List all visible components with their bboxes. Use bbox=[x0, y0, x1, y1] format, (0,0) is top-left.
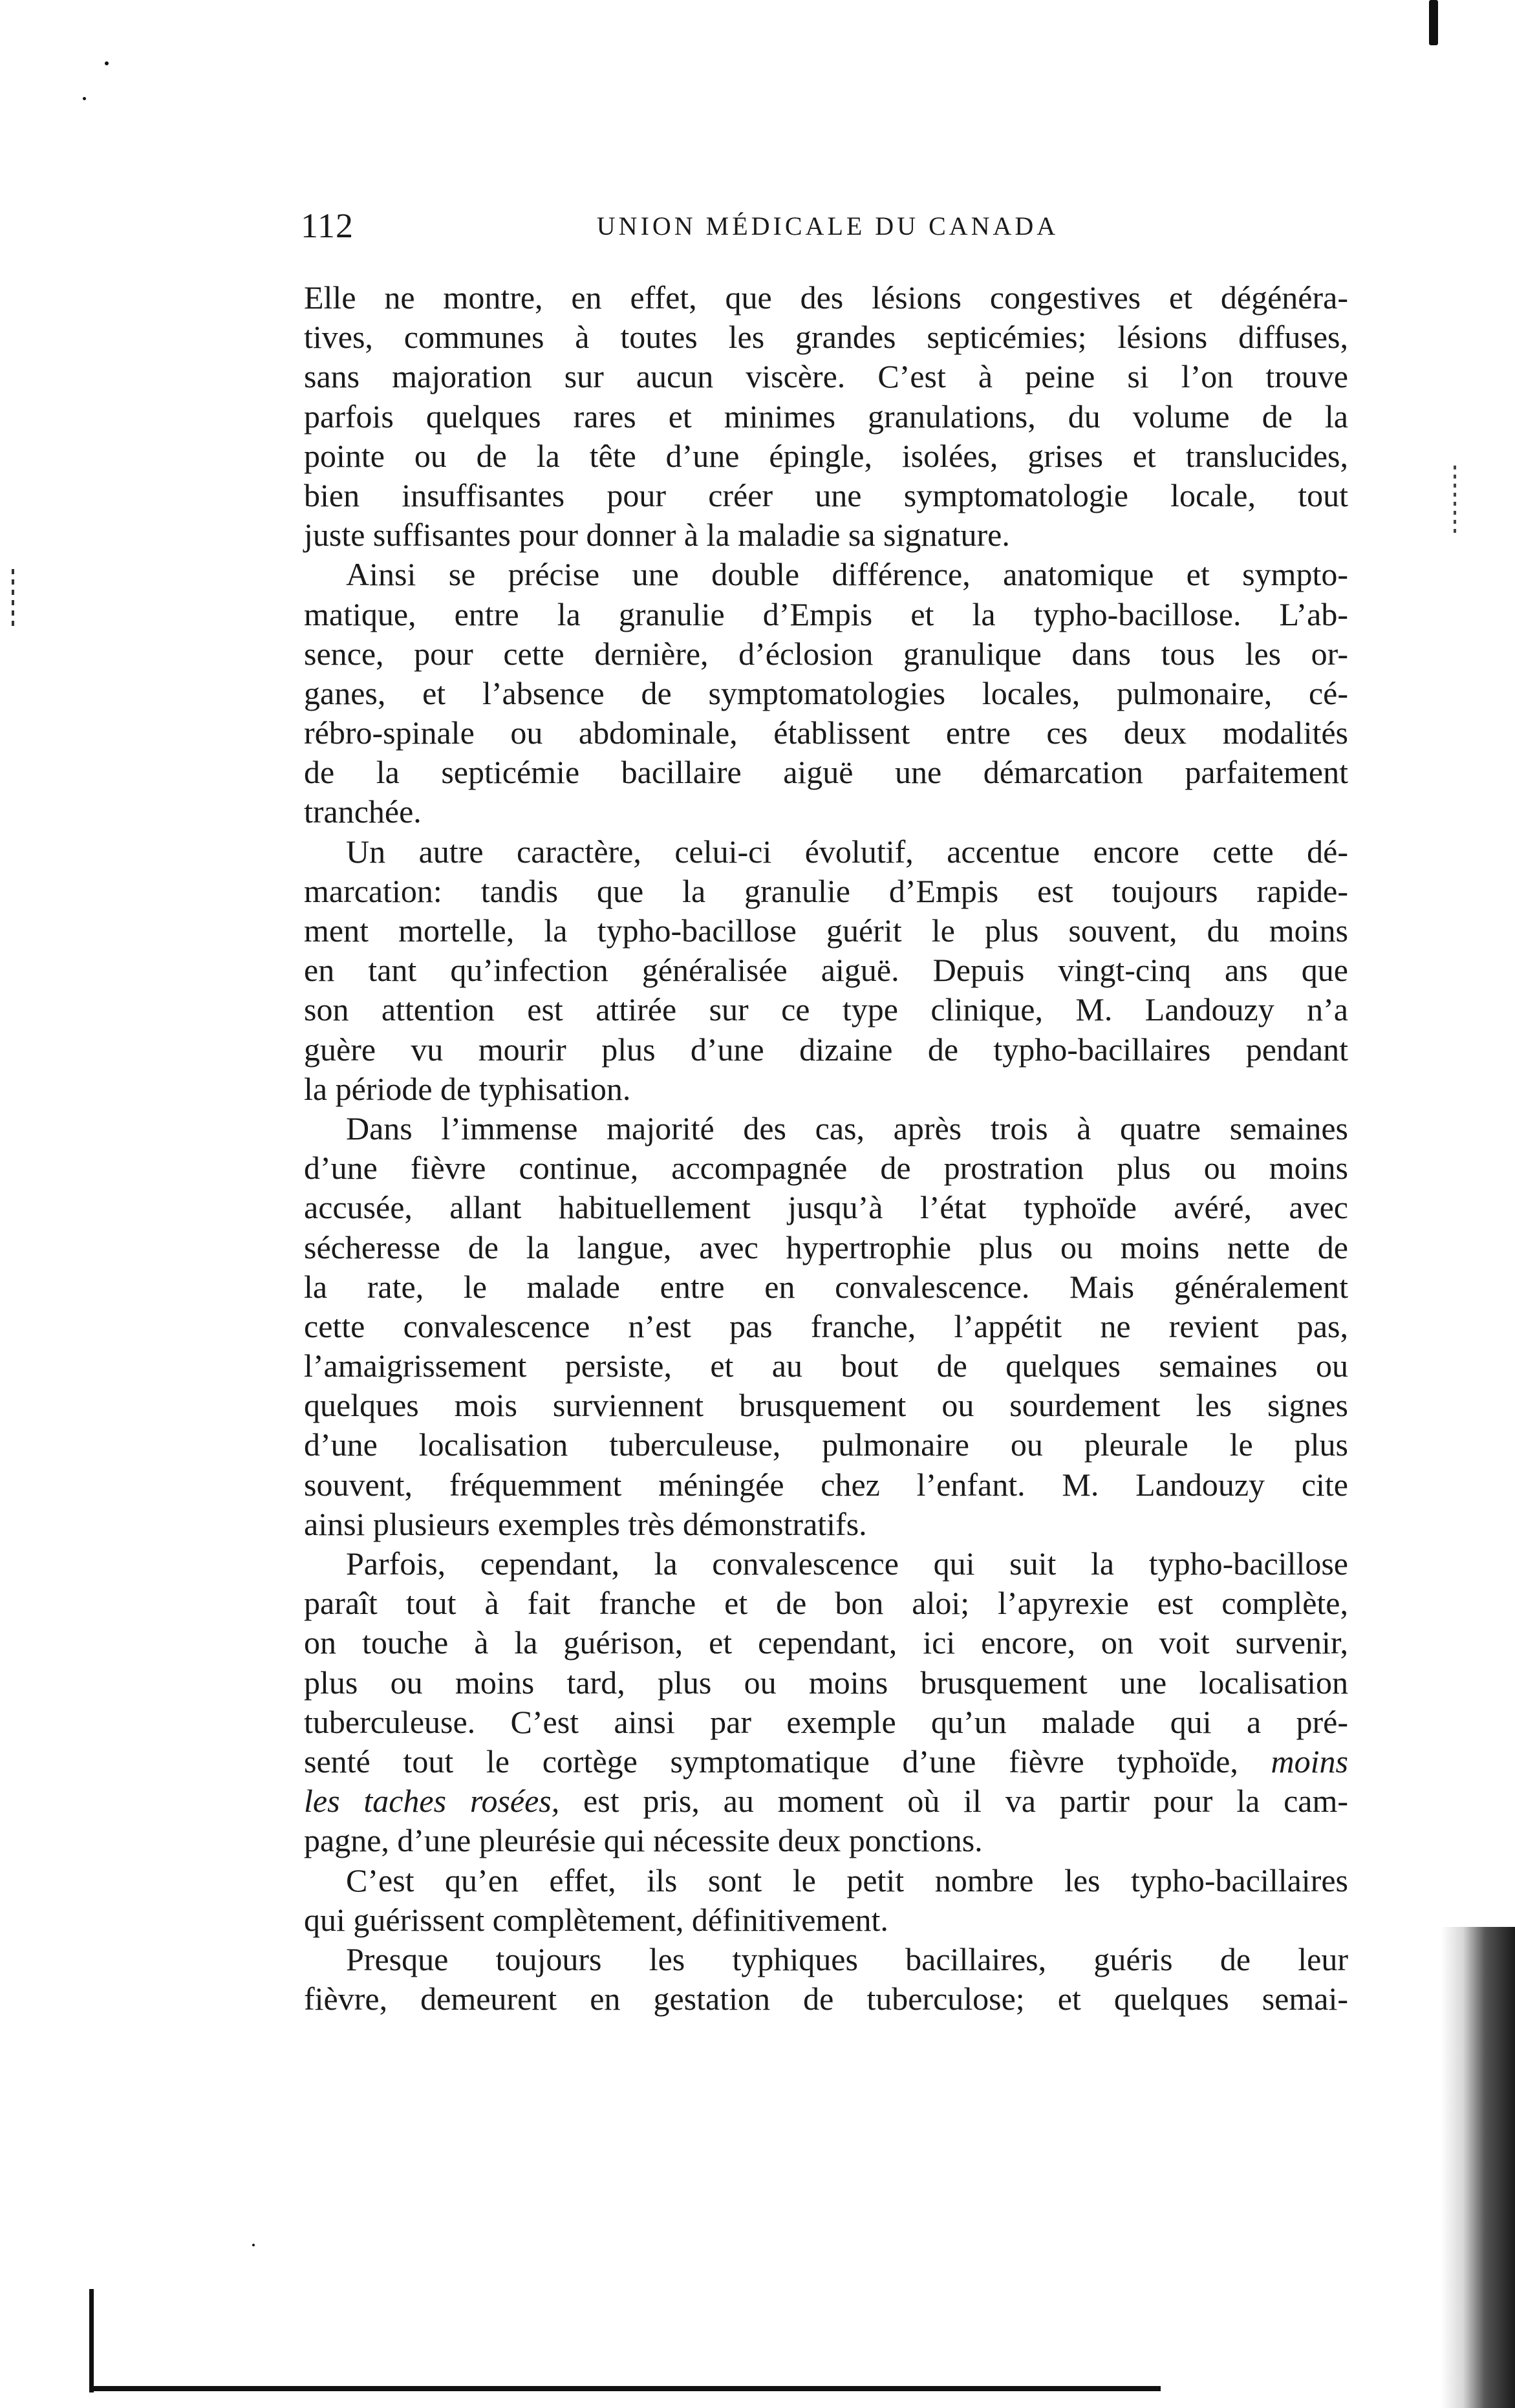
scan-edge-line bbox=[94, 2386, 1161, 2391]
text-line: tranchée. bbox=[304, 793, 422, 830]
binding-shadow bbox=[1441, 1927, 1515, 2408]
text-line: sans majoration sur aucun viscère. C’est à peine si l’on trouve bbox=[304, 358, 1348, 395]
text-line: tuberculeuse. C’est ainsi par exemple qu’un malade qui a pré- bbox=[304, 1703, 1348, 1740]
scan-edge-line bbox=[89, 2289, 94, 2392]
text-line: quelques mois surviennent brusquement ou sourdement les signes bbox=[304, 1387, 1348, 1424]
page-number: 112 bbox=[301, 206, 354, 245]
text-line: cette convalescence n’est pas franche, l’appétit ne revient pas, bbox=[304, 1307, 1348, 1344]
running-title: UNION MÉDICALE DU CANADA bbox=[596, 211, 1059, 241]
text-line: souvent, fréquemment méningée chez l’enfant. M. Landouzy cite bbox=[304, 1466, 1348, 1503]
text-line: d’une localisation tuberculeuse, pulmonaire ou pleurale le plus bbox=[304, 1426, 1348, 1463]
text-line: de la septicémie bacillaire aiguë une démarcation parfaitement bbox=[304, 754, 1348, 791]
text-line: fièvre, demeurent en gestation de tuberculose; et quelques semai- bbox=[304, 1981, 1348, 2017]
article-body bbox=[304, 278, 1348, 2019]
text-line: pagne, d’une pleurésie qui nécessite deux ponctions. bbox=[304, 1822, 983, 1859]
text-line: ment mortelle, la typho-bacillose guérit le plus souvent, du moins bbox=[304, 912, 1348, 949]
text-line: l’amaigrissement persiste, et au bout de quelques semaines ou bbox=[304, 1348, 1348, 1384]
scan-speck bbox=[105, 61, 109, 65]
text-line-mixed bbox=[304, 1781, 1348, 1821]
text-line: on touche à la guérison, et cependant, ici encore, on voit survenir, bbox=[304, 1624, 1348, 1661]
italic-segment: moins bbox=[1271, 1743, 1348, 1779]
text-line: Elle ne montre, en effet, que des lésions congestives et dégénéra- bbox=[304, 279, 1348, 316]
text-line: tives, communes à toutes les grandes septicémies; lésions diffuses, bbox=[304, 319, 1348, 356]
text-line: parfois quelques rares et minimes granulations, du volume de la bbox=[304, 398, 1348, 435]
text-line: paraît tout à fait franche et de bon aloi; l’apyrexie est complète, bbox=[304, 1585, 1348, 1622]
scan-speck bbox=[83, 97, 86, 100]
text-line: ganes, et l’absence de symptomatologies locales, pulmonaire, cé- bbox=[304, 674, 1348, 711]
scan-mark bbox=[1429, 0, 1438, 45]
text-line: la rate, le malade entre en convalescence. Mais généralement bbox=[304, 1268, 1348, 1305]
text-line: guère vu mourir plus d’une dizaine de typho-bacillaires pendant bbox=[304, 1031, 1348, 1068]
text-line: Dans l’immense majorité des cas, après trois à quatre semaines bbox=[346, 1110, 1348, 1146]
text-line: la période de typhisation. bbox=[304, 1070, 631, 1107]
text-line: pointe ou de la tête d’une épingle, isolées, grises et translucides, bbox=[304, 437, 1348, 474]
page-header bbox=[301, 206, 1355, 251]
text-line: accusée, allant habituellement jusqu’à l’état typhoïde avéré, avec bbox=[304, 1189, 1348, 1226]
text-line: ainsi plusieurs exemples très démonstratifs. bbox=[304, 1505, 867, 1542]
scan-speck bbox=[252, 2244, 255, 2246]
scan-edge-marks bbox=[12, 569, 14, 627]
text-line: Un autre caractère, celui-ci évolutif, accentue encore cette dé- bbox=[346, 833, 1348, 870]
text-line: juste suffisantes pour donner à la maladie sa signature. bbox=[304, 517, 1010, 554]
text-line: sence, pour cette dernière, d’éclosion granulique dans tous les or- bbox=[304, 635, 1348, 672]
text-line-mixed bbox=[304, 1742, 1348, 1781]
text-line: matique, entre la granulie d’Empis et la typho-bacillose. L’ab- bbox=[304, 596, 1348, 632]
text-line: qui guérissent complètement, définitivement. bbox=[304, 1901, 888, 1938]
text-segment: senté tout le cortège symptomatique d’une fièvre typhoïde, bbox=[304, 1743, 1238, 1779]
text-line: marcation: tandis que la granulie d’Empis est toujours rapide- bbox=[304, 872, 1348, 909]
italic-segment: les taches rosées, bbox=[304, 1783, 560, 1820]
text-line: plus ou moins tard, plus ou moins brusquement une localisation bbox=[304, 1664, 1348, 1701]
text-line: bien insuffisantes pour créer une symptomatologie locale, tout bbox=[304, 477, 1348, 513]
text-line: d’une fièvre continue, accompagnée de prostration plus ou moins bbox=[304, 1150, 1348, 1187]
text-line: son attention est attirée sur ce type clinique, M. Landouzy n’a bbox=[304, 991, 1348, 1028]
text-segment: est pris, au moment où il va partir pour la cam- bbox=[559, 1783, 1348, 1820]
text-line: rébro-spinale ou abdominale, établissent entre ces deux modalités bbox=[304, 715, 1348, 751]
text-line: en tant qu’infection généralisée aiguë. Depuis vingt-cinq ans que bbox=[304, 952, 1348, 989]
scan-edge-marks bbox=[1454, 466, 1456, 537]
text-line: Presque toujours les typhiques bacillaires, guéris de leur bbox=[346, 1940, 1348, 1977]
text-line: Parfois, cependant, la convalescence qui suit la typho-bacillose bbox=[346, 1545, 1348, 1582]
text-line: sécheresse de la langue, avec hypertrophie plus ou moins nette de bbox=[304, 1229, 1348, 1265]
text-line: Ainsi se précise une double différence, anatomique et sympto- bbox=[346, 556, 1348, 593]
text-line: C’est qu’en effet, ils sont le petit nombre les typho-bacillaires bbox=[346, 1862, 1348, 1898]
